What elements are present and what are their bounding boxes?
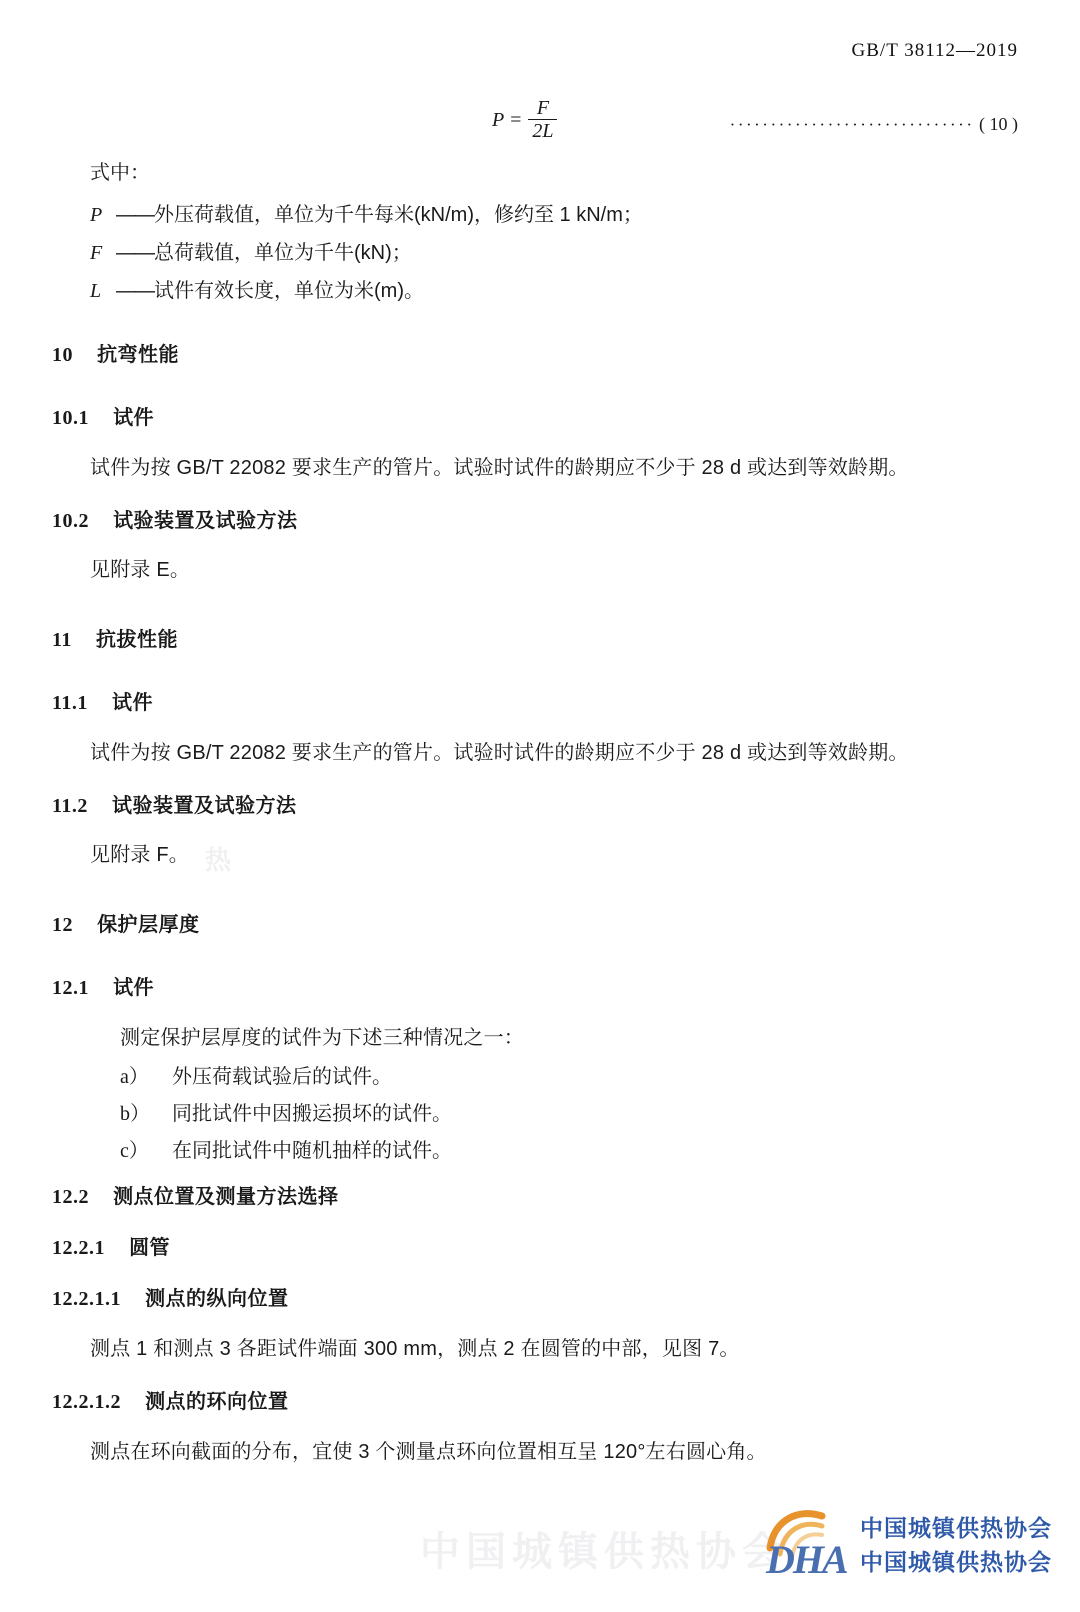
where-dash: —— — [116, 204, 154, 226]
where-text: 外压荷载值，单位为千牛每米(kN/m)，修约至 1 kN/m； — [154, 204, 643, 226]
where-text: 试件有效长度，单位为米(m)。 — [154, 280, 424, 302]
section-number: 12.1 — [52, 977, 89, 999]
where-dash: —— — [116, 280, 154, 302]
paragraph-11-1: 试件为按 GB/T 22082 要求生产的管片。试验时试件的龄期应不少于 28 d 或达到等效龄期。 — [90, 742, 909, 764]
section-title: 保护层厚度 — [97, 914, 200, 936]
section-number: 12.2 — [52, 1186, 89, 1208]
section-heading-12-2-1-1 — [52, 1284, 289, 1314]
formula-block — [0, 96, 1080, 156]
paragraph-12-2-1-2: 测点在环向截面的分布，宜使 3 个测量点环向位置相互呈 120°左右圆心角。 — [90, 1441, 767, 1463]
section-title: 抗弯性能 — [97, 344, 180, 366]
paragraph-12-1-intro: 测定保护层厚度的试件为下述三种情况之一： — [120, 1027, 524, 1049]
section-heading-11 — [52, 625, 178, 655]
formula-expression — [492, 98, 557, 143]
section-number: 11 — [52, 629, 72, 651]
paragraph-10-2: 见附录 E。 — [90, 559, 191, 581]
where-symbol: L — [90, 280, 102, 302]
section-title: 测点位置及测量方法选择 — [113, 1186, 339, 1208]
page-header-standard-code: GB/T 38112—2019 — [851, 40, 1018, 61]
list-item — [120, 1097, 452, 1126]
where-dash: —— — [116, 242, 154, 264]
section-heading-10-2 — [52, 506, 298, 536]
section-title: 试件 — [113, 977, 155, 999]
logo-name-line-2: 中国城镇供热协会 — [860, 1549, 1052, 1575]
list-marker: c） — [120, 1140, 149, 1162]
section-heading-10 — [52, 340, 179, 370]
section-title: 圆管 — [129, 1237, 171, 1259]
watermark-ghost: 中国城镇供热协会 — [420, 1530, 788, 1574]
section-number: 10.2 — [52, 510, 89, 532]
association-logo — [760, 1500, 1050, 1586]
section-number: 12 — [52, 914, 73, 936]
where-symbol: F — [90, 242, 103, 264]
paragraph-10-1: 试件为按 GB/T 22082 要求生产的管片。试验时试件的龄期应不少于 28 d 或达到等效龄期。 — [90, 457, 909, 479]
section-title: 试件 — [111, 692, 153, 714]
list-text: 同批试件中因搬运损坏的试件。 — [172, 1103, 452, 1125]
section-title: 测点的环向位置 — [145, 1391, 289, 1413]
section-heading-12-2-1 — [52, 1233, 170, 1263]
where-symbol: P — [90, 204, 103, 226]
where-item-P — [90, 198, 643, 227]
section-heading-12-1 — [52, 973, 154, 1003]
logo-abbreviation: DHA — [766, 1537, 847, 1582]
section-number: 11.1 — [52, 692, 88, 714]
section-title: 试件 — [113, 407, 155, 429]
formula-denominator: 2L — [532, 120, 554, 143]
section-number: 12.2.1 — [52, 1237, 105, 1259]
formula-fraction — [528, 98, 557, 143]
formula-lhs: P = — [492, 109, 523, 132]
list-text: 在同批试件中随机抽样的试件。 — [172, 1140, 452, 1162]
formula-number: ( 10 ) — [979, 114, 1018, 134]
section-number: 11.2 — [52, 795, 88, 817]
list-text: 外压荷载试验后的试件。 — [172, 1066, 392, 1088]
section-title: 试验装置及试验方法 — [113, 510, 298, 532]
where-item-F — [90, 236, 412, 265]
paragraph-11-2: 见附录 F。 — [90, 844, 189, 866]
formula-numerator: F — [536, 97, 550, 119]
where-item-L — [90, 274, 424, 303]
list-marker: a） — [120, 1066, 149, 1088]
leader-dots: ······························ — [729, 115, 975, 134]
section-number: 10 — [52, 344, 73, 366]
section-number: 10.1 — [52, 407, 89, 429]
paragraph-12-2-1-1: 测点 1 和测点 3 各距试件端面 300 mm，测点 2 在圆管的中部，见图 7。 — [90, 1338, 740, 1360]
logo-name-line-1: 中国城镇供热协会 — [860, 1515, 1052, 1541]
where-label: 式中： — [90, 162, 150, 184]
formula-number-row — [730, 114, 1018, 135]
section-title: 试验装置及试验方法 — [111, 795, 297, 817]
section-title: 抗拔性能 — [95, 629, 178, 651]
section-heading-12-2-1-2 — [52, 1387, 289, 1417]
list-marker: b） — [120, 1103, 150, 1125]
section-heading-11-2 — [52, 791, 296, 821]
section-heading-12 — [52, 910, 200, 940]
section-heading-10-1 — [52, 403, 154, 433]
section-number: 12.2.1.2 — [52, 1391, 121, 1413]
list-item — [120, 1060, 392, 1089]
section-title: 测点的纵向位置 — [145, 1288, 289, 1310]
section-heading-12-2 — [52, 1182, 339, 1212]
list-item — [120, 1134, 452, 1163]
section-number: 12.2.1.1 — [52, 1288, 121, 1310]
where-text: 总荷载值，单位为千牛(kN)； — [154, 242, 412, 264]
section-heading-11-1 — [52, 688, 153, 718]
watermark-ghost: 热 — [205, 845, 232, 875]
